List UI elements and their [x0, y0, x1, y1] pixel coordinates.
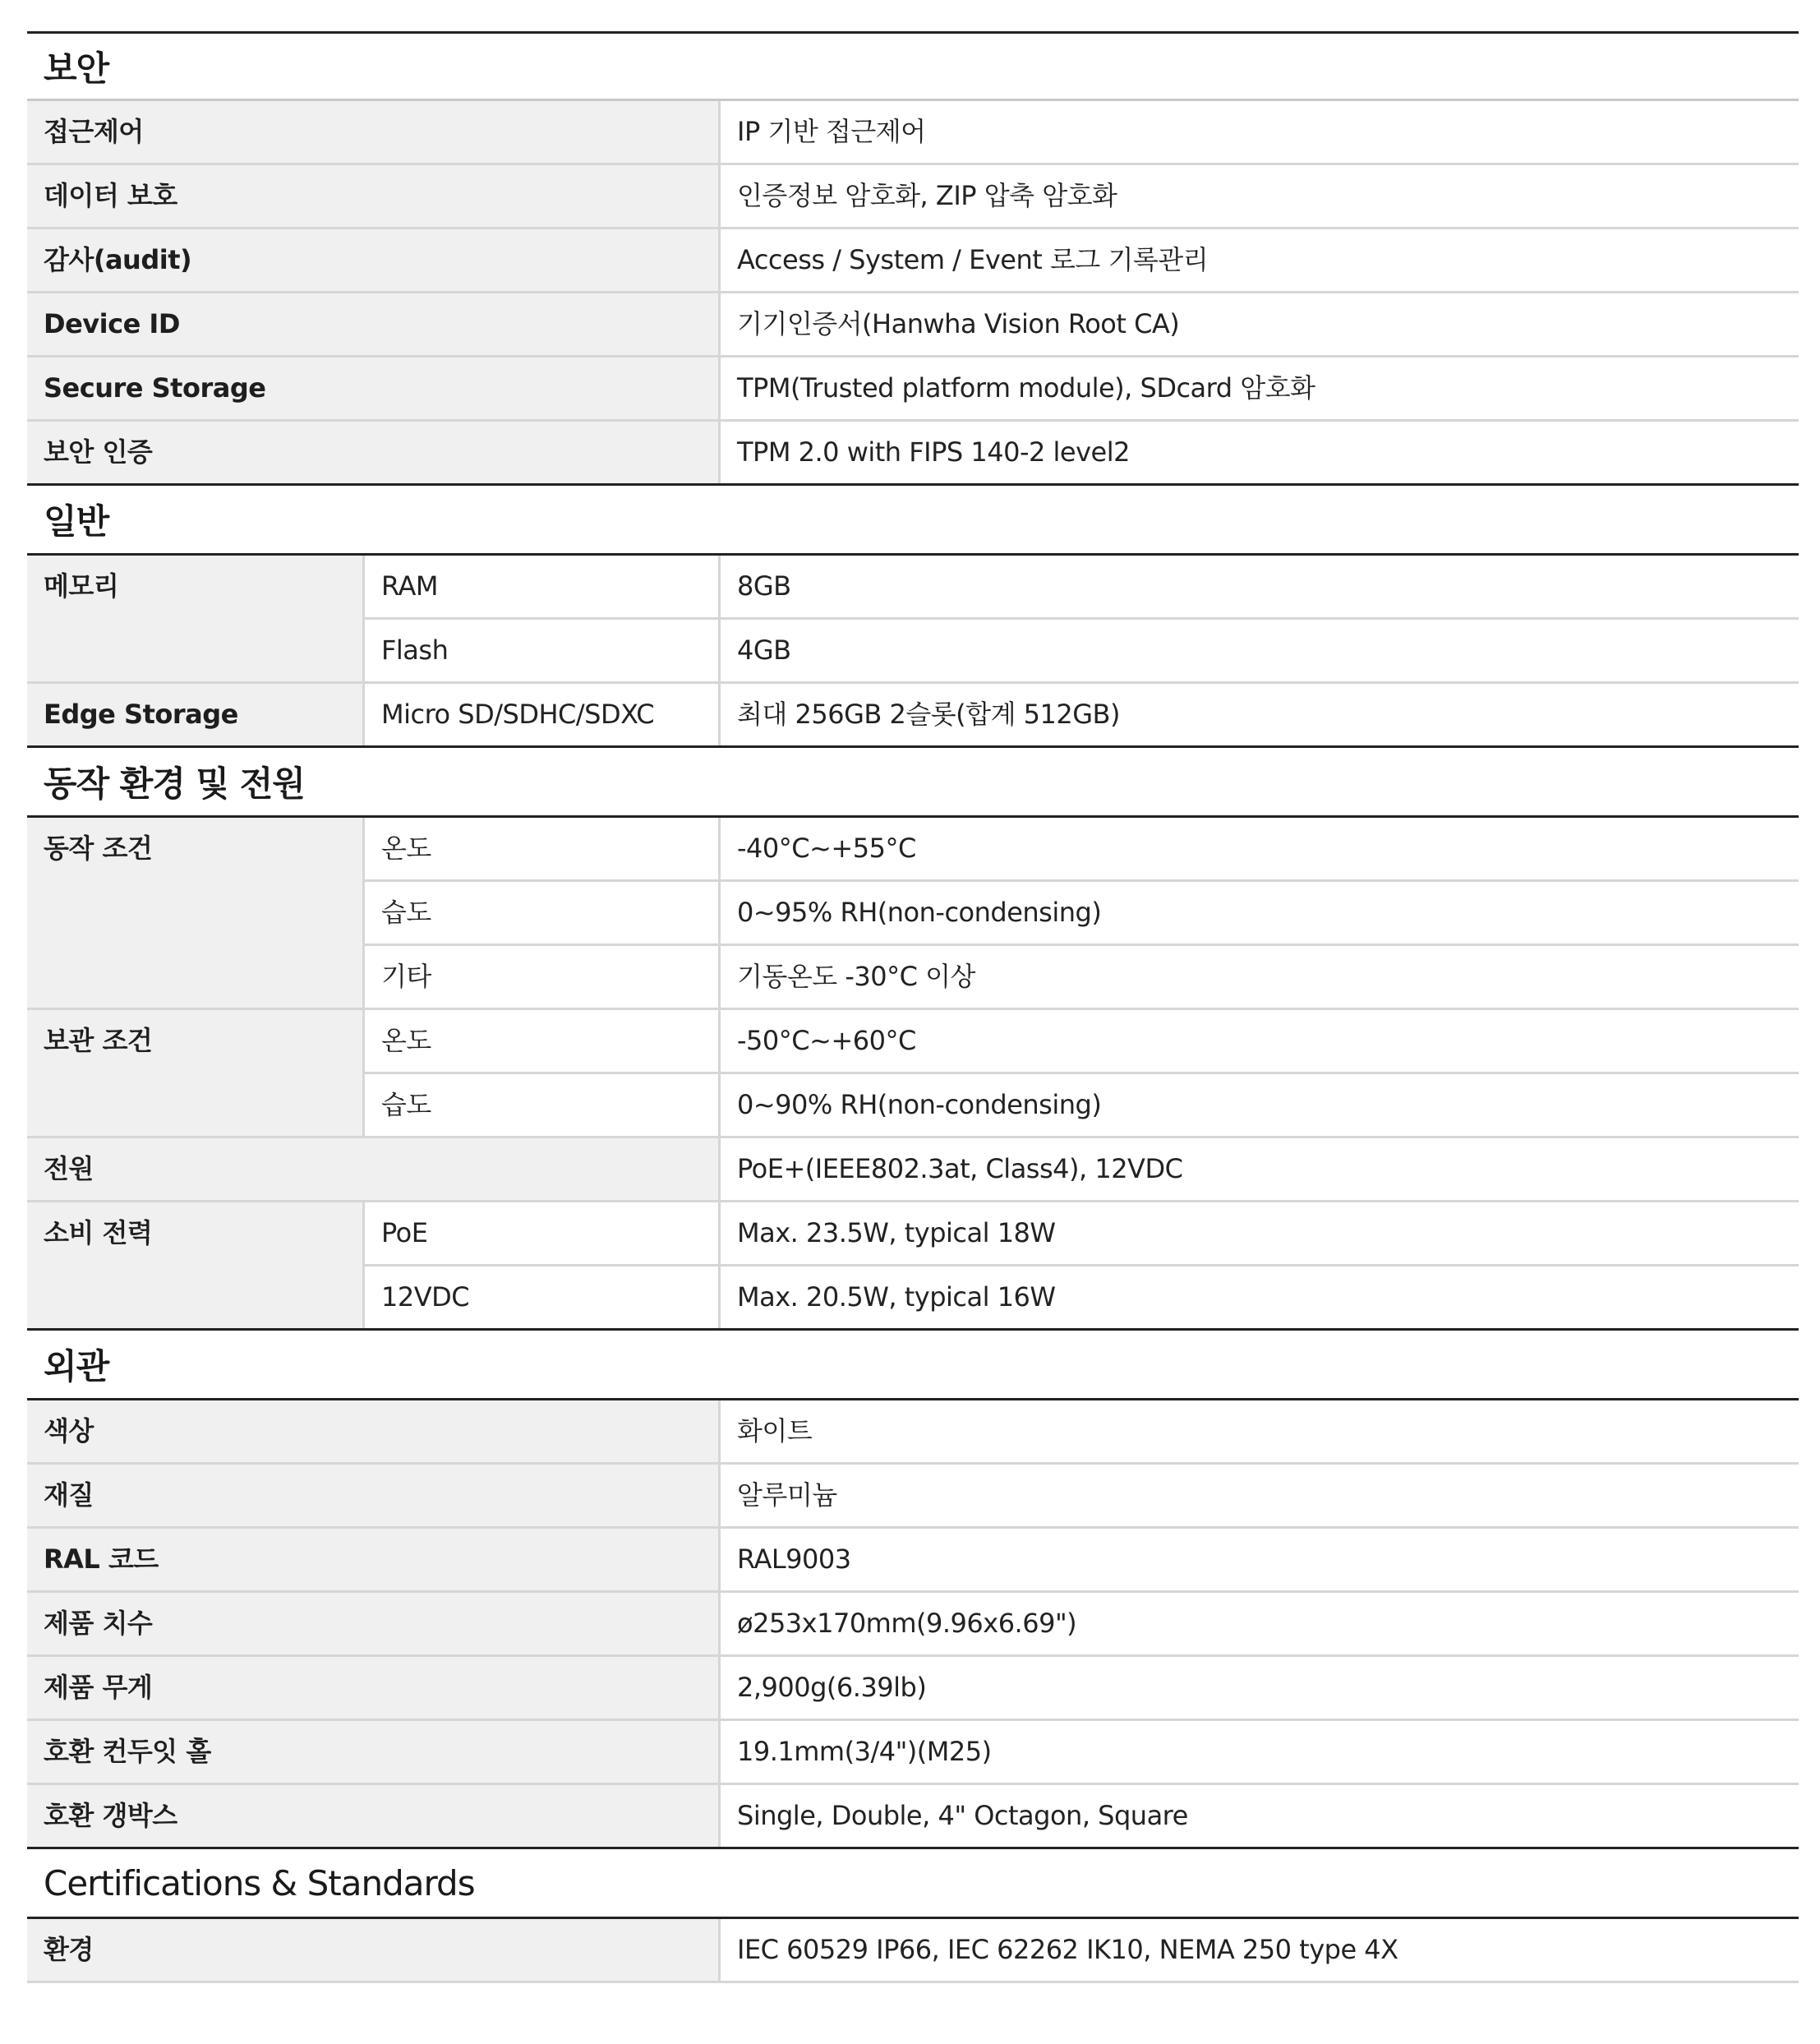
table-row	[27, 293, 1799, 358]
spec-value: 기동온도 -30°C 이상	[718, 946, 1799, 1008]
spec-value: 최대 256GB 2슬롯(합계 512GB)	[718, 684, 1799, 745]
table-row	[27, 1919, 1799, 1983]
spec-sublabel: Micro SD/SDHC/SDXC	[362, 684, 718, 745]
spec-sheet	[27, 31, 1799, 1983]
spec-sublabel: 습도	[381, 897, 431, 928]
table-row	[27, 422, 1799, 486]
spec-value: -40°C~+55°C	[718, 818, 1799, 879]
spec-label: 색상	[27, 1400, 718, 1462]
section-title: 동작 환경 및 전원	[44, 764, 305, 804]
spec-value: Max. 23.5W, typical 18W	[718, 1202, 1799, 1264]
section-header-general	[27, 486, 1799, 556]
spec-value: IP 기반 접근제어	[718, 101, 1799, 163]
spec-label: 보관 조건	[27, 1010, 362, 1136]
spec-value: 기기인증서(Hanwha Vision Root CA)	[718, 293, 1799, 355]
table-row	[27, 165, 1799, 229]
spec-value: Max. 20.5W, typical 16W	[718, 1267, 1799, 1328]
spec-value: 19.1mm(3/4")(M25)	[718, 1721, 1799, 1783]
table-row	[365, 620, 1799, 681]
spec-value: TPM(Trusted platform module), SDcard 암호화	[718, 358, 1799, 419]
section-header-security	[27, 31, 1799, 101]
table-row	[27, 1785, 1799, 1849]
table-row	[365, 882, 1799, 946]
section-header-certifications	[27, 1849, 1799, 1919]
section-header-exterior	[27, 1331, 1799, 1400]
table-row	[27, 684, 1799, 748]
spec-label: 감사(audit)	[27, 229, 718, 291]
spec-value: RAL9003	[718, 1529, 1799, 1590]
section-title: Certifications & Standards	[44, 1862, 475, 1903]
spec-subrows	[362, 1010, 1799, 1136]
spec-sublabel: 습도	[381, 1089, 431, 1120]
table-row	[27, 1529, 1799, 1593]
table-row	[27, 1657, 1799, 1721]
table-row	[365, 818, 1799, 882]
spec-label: 제품 무게	[27, 1657, 718, 1719]
spec-label: 보안 인증	[27, 422, 718, 483]
spec-sublabel: 12VDC	[381, 1281, 470, 1313]
spec-group-storage	[27, 1010, 1799, 1138]
table-row	[27, 229, 1799, 293]
spec-value: 화이트	[718, 1400, 1799, 1462]
table-row	[27, 101, 1799, 165]
spec-label: 환경	[27, 1919, 718, 1981]
spec-value: PoE+(IEEE802.3at, Class4), 12VDC	[718, 1138, 1799, 1200]
table-row	[27, 1138, 1799, 1202]
spec-sublabel: 온도	[381, 833, 431, 864]
section-header-environment	[27, 748, 1799, 818]
table-row	[27, 1465, 1799, 1529]
spec-subrows	[362, 556, 1799, 681]
table-row	[365, 556, 1799, 620]
table-row	[27, 1400, 1799, 1465]
table-row	[365, 1074, 1799, 1136]
table-row	[365, 946, 1799, 1008]
spec-sublabel: Flash	[381, 634, 449, 666]
table-row	[27, 1593, 1799, 1657]
spec-value: 8GB	[718, 556, 1799, 617]
spec-group-consumption	[27, 1202, 1799, 1331]
spec-label: 접근제어	[27, 101, 718, 163]
spec-sublabel: PoE	[381, 1217, 428, 1248]
spec-value: 0~95% RH(non-condensing)	[718, 882, 1799, 944]
table-row	[365, 1267, 1799, 1328]
spec-label: Device ID	[27, 293, 718, 355]
spec-label: 소비 전력	[27, 1202, 362, 1328]
table-row	[365, 1010, 1799, 1074]
spec-label: 제품 치수	[27, 1593, 718, 1654]
spec-sublabel: 기타	[381, 961, 431, 992]
spec-value: 0~90% RH(non-condensing)	[718, 1074, 1799, 1136]
spec-label: 데이터 보호	[27, 165, 718, 227]
spec-label: Secure Storage	[27, 358, 718, 419]
section-title: 외관	[44, 1346, 109, 1387]
spec-label: 전원	[27, 1138, 718, 1200]
spec-group-operating	[27, 818, 1799, 1010]
spec-label: Edge Storage	[27, 684, 362, 745]
spec-value: Access / System / Event 로그 기록관리	[718, 229, 1799, 291]
spec-sublabel: RAM	[381, 570, 438, 602]
spec-label: 동작 조건	[27, 818, 362, 1008]
spec-group-memory	[27, 556, 1799, 684]
spec-sublabel: 온도	[381, 1025, 431, 1056]
spec-subrows	[362, 818, 1799, 1008]
table-row	[27, 358, 1799, 422]
spec-value: 알루미늄	[718, 1465, 1799, 1526]
spec-value: 인증정보 암호화, ZIP 압축 암호화	[718, 165, 1799, 227]
spec-label: 호환 컨두잇 홀	[27, 1721, 718, 1783]
spec-value: ø253x170mm(9.96x6.69")	[718, 1593, 1799, 1654]
spec-value: -50°C~+60°C	[718, 1010, 1799, 1072]
table-row	[27, 1721, 1799, 1785]
table-row	[365, 1202, 1799, 1267]
spec-value: 2,900g(6.39lb)	[718, 1657, 1799, 1719]
spec-label: 메모리	[27, 556, 362, 681]
spec-value: IEC 60529 IP66, IEC 62262 IK10, NEMA 250 type 4X	[718, 1919, 1799, 1981]
spec-label: 재질	[27, 1465, 718, 1526]
spec-value: 4GB	[718, 620, 1799, 681]
section-title: 보안	[44, 48, 109, 89]
spec-label: RAL 코드	[27, 1529, 718, 1590]
spec-label: 호환 갱박스	[27, 1785, 718, 1847]
section-title: 일반	[44, 501, 109, 542]
spec-subrows	[362, 1202, 1799, 1328]
spec-value: TPM 2.0 with FIPS 140-2 level2	[718, 422, 1799, 483]
spec-value: Single, Double, 4" Octagon, Square	[718, 1785, 1799, 1847]
